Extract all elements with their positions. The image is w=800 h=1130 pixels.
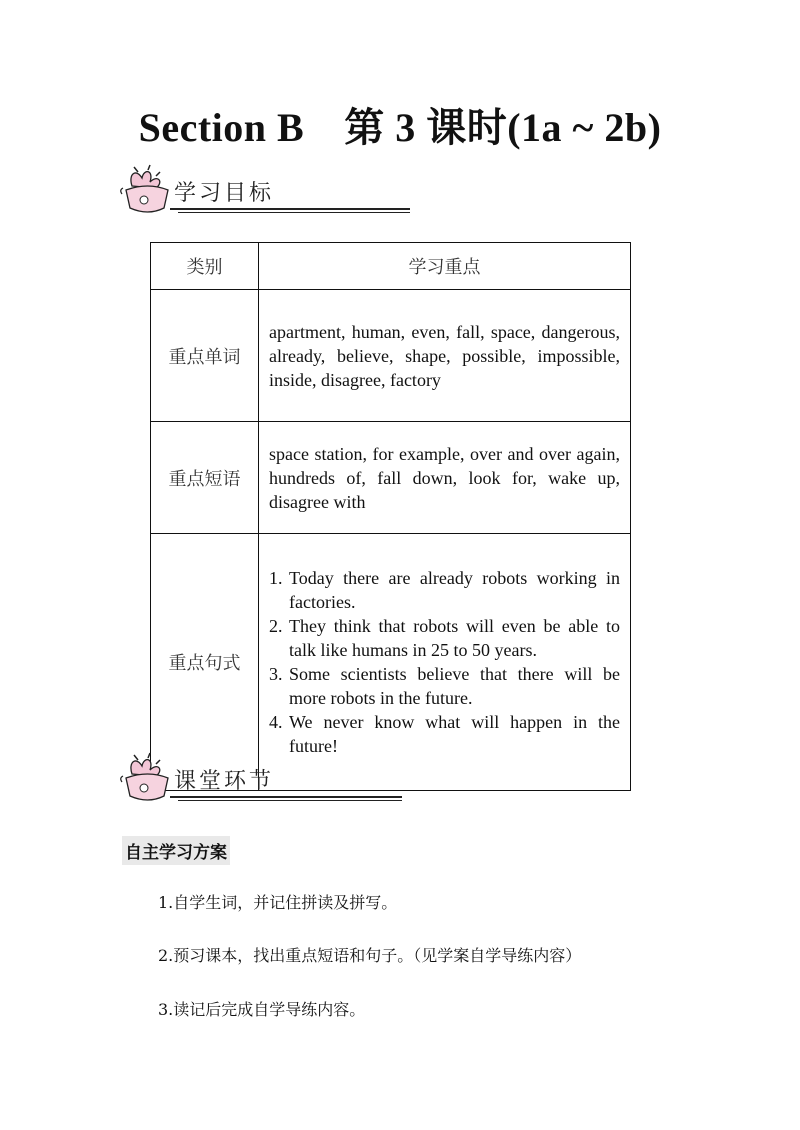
header-category: 类别 (151, 243, 259, 290)
sentence-item: 2. They think that robots will even be able to talk like humans in 25 to 50 years. (269, 616, 620, 660)
sentence-item: 1. Today there are already robots working in factories. (269, 568, 620, 612)
badge-underline (170, 796, 402, 798)
section-badge-class (118, 752, 308, 808)
section-badge-goals (118, 164, 308, 220)
title-lesson: 第 3 课时(1a ~ 2b) (344, 105, 662, 150)
header-focus: 学习重点 (259, 243, 631, 290)
sentence-item: 3. Some scientists believe that there will be more robots in the future. (269, 664, 620, 708)
row-category: 重点短语 (151, 422, 259, 534)
sentence-item: 4. We never know what will happen in the future! (269, 712, 620, 756)
flower-pot-icon (118, 752, 178, 808)
key-phrases: space station, for example, over and over again, hundreds of, fall down, look for, wake up, disagree with (259, 422, 631, 534)
plan-step: 2.预习课本，找出重点短语和句子。（见学案自学导练内容） (158, 946, 582, 965)
table-row (151, 422, 631, 534)
row-category: 重点单词 (151, 290, 259, 422)
badge-underline (170, 208, 410, 210)
table-row (151, 290, 631, 422)
badge-label-class: 课堂环节 (174, 769, 275, 794)
badge-label-goals: 学习目标 (174, 181, 275, 206)
plan-step: 3.读记后完成自学导练内容。 (158, 1000, 366, 1019)
row-category: 重点句式 (151, 534, 259, 791)
page-title (0, 96, 800, 153)
badge-underline-thin (178, 212, 410, 213)
title-section: Section B (138, 105, 305, 150)
flower-pot-icon (118, 164, 178, 220)
plan-step: 1.自学生词，并记住拼读及拼写。 (158, 893, 398, 912)
key-sentences (259, 534, 631, 791)
study-focus-table (150, 242, 631, 791)
table-header-row (151, 243, 631, 290)
badge-underline-thin (178, 800, 402, 801)
plan-heading: 自主学习方案 (122, 836, 230, 865)
key-words: apartment, human, even, fall, space, dangerous, already, believe, shape, possible, impossible, inside, disagree, factory (259, 290, 631, 422)
